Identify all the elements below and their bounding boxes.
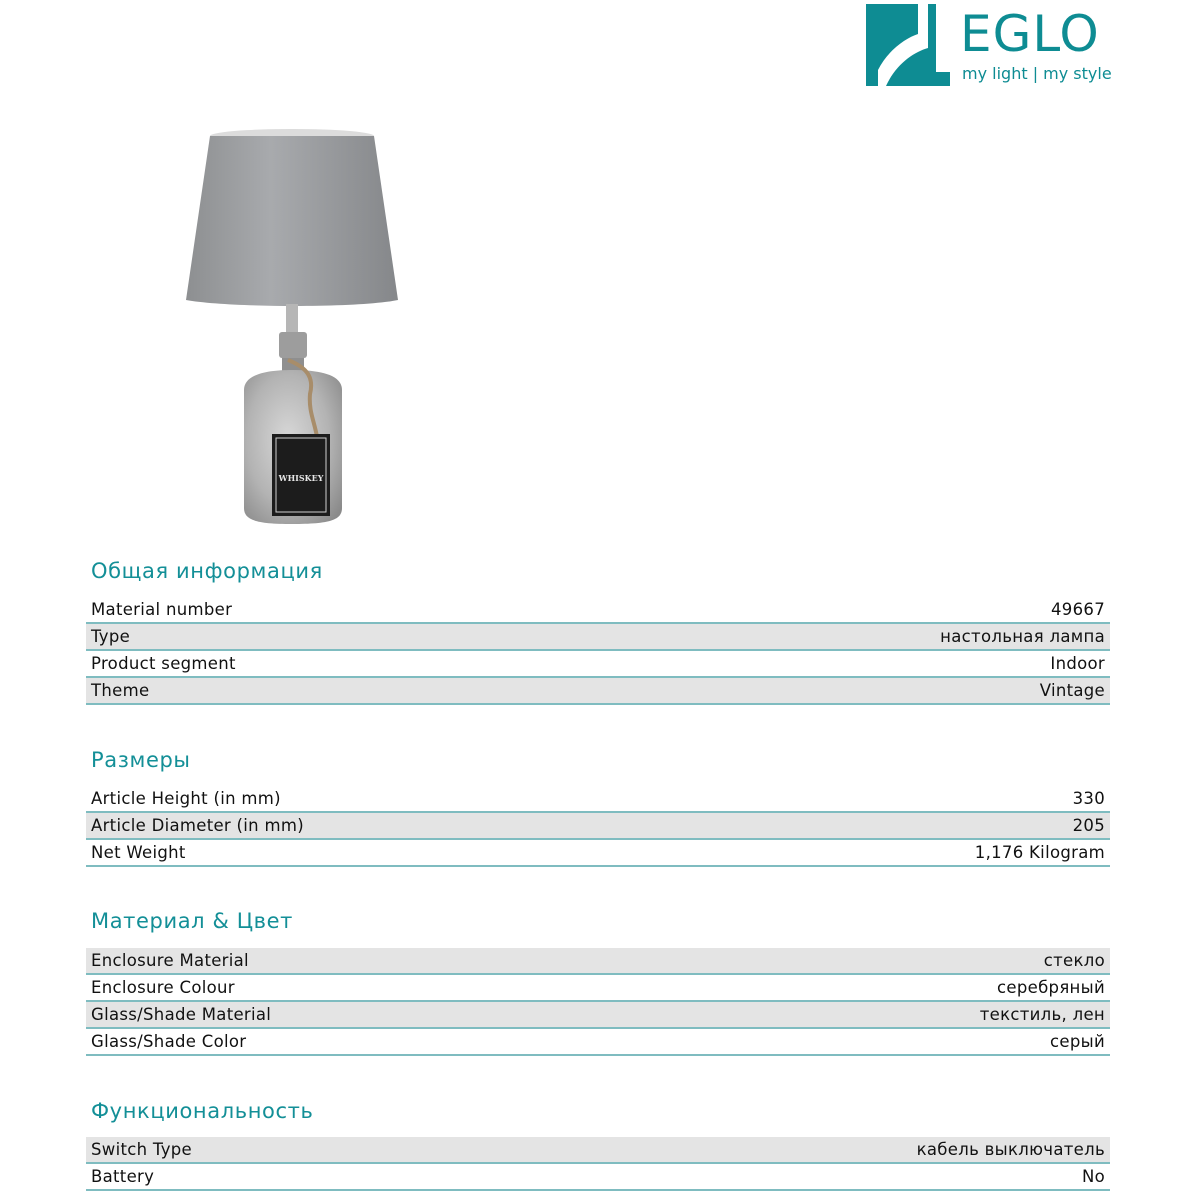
table-row [86, 1164, 1110, 1189]
table-row [86, 678, 1110, 703]
section-title-dimensions: Размеры [91, 748, 191, 772]
row-value: текстиль, лен [979, 1005, 1105, 1024]
table-functionality [86, 1137, 1110, 1191]
table-material-color [86, 948, 1110, 1056]
row-key: Type [91, 627, 131, 646]
row-key: Theme [91, 681, 150, 700]
row-key: Switch Type [91, 1140, 192, 1159]
product-photo-table-lamp [180, 128, 400, 528]
bottle-label-text: WHISKEY [278, 473, 324, 483]
table-row [86, 813, 1110, 838]
section-title-functionality: Функциональность [91, 1099, 314, 1123]
row-value: 1,176 Kilogram [974, 843, 1105, 862]
table-row [86, 840, 1110, 865]
row-value: No [1081, 1167, 1105, 1186]
eglo-logo [866, 4, 1116, 90]
table-row [86, 651, 1110, 676]
row-key: Battery [91, 1167, 155, 1186]
table-general [86, 597, 1110, 705]
table-row [86, 1029, 1110, 1054]
row-value: стекло [1043, 951, 1105, 970]
table-row [86, 1137, 1110, 1162]
row-value: Vintage [1039, 681, 1105, 700]
section-title-general: Общая информация [91, 559, 323, 583]
row-key: Enclosure Colour [91, 978, 235, 997]
table-row [86, 786, 1110, 811]
row-value: 330 [1072, 789, 1105, 808]
row-value: кабель выключатель [916, 1140, 1105, 1159]
table-row [86, 975, 1110, 1000]
brand-name: EGLO [960, 5, 1100, 63]
row-value: Indoor [1050, 654, 1105, 673]
row-value: 49667 [1051, 600, 1105, 619]
table-row [86, 624, 1110, 649]
row-key: Article Height (in mm) [91, 789, 281, 808]
row-value: серый [1050, 1032, 1105, 1051]
eglo-logo-mark-icon [866, 4, 950, 86]
table-row [86, 597, 1110, 622]
table-row [86, 948, 1110, 973]
brand-slogan: my light | my style [962, 64, 1112, 83]
row-key: Glass/Shade Material [91, 1005, 272, 1024]
row-key: Article Diameter (in mm) [91, 816, 304, 835]
row-key: Material number [91, 600, 233, 619]
row-key: Product segment [91, 654, 236, 673]
row-value: настольная лампа [940, 627, 1105, 646]
row-key: Enclosure Material [91, 951, 249, 970]
table-row [86, 1002, 1110, 1027]
row-key: Net Weight [91, 843, 186, 862]
table-dimensions [86, 786, 1110, 867]
row-value: серебряный [997, 978, 1105, 997]
row-value: 205 [1072, 816, 1105, 835]
row-key: Glass/Shade Color [91, 1032, 247, 1051]
section-title-material-color: Материал & Цвет [91, 909, 293, 933]
